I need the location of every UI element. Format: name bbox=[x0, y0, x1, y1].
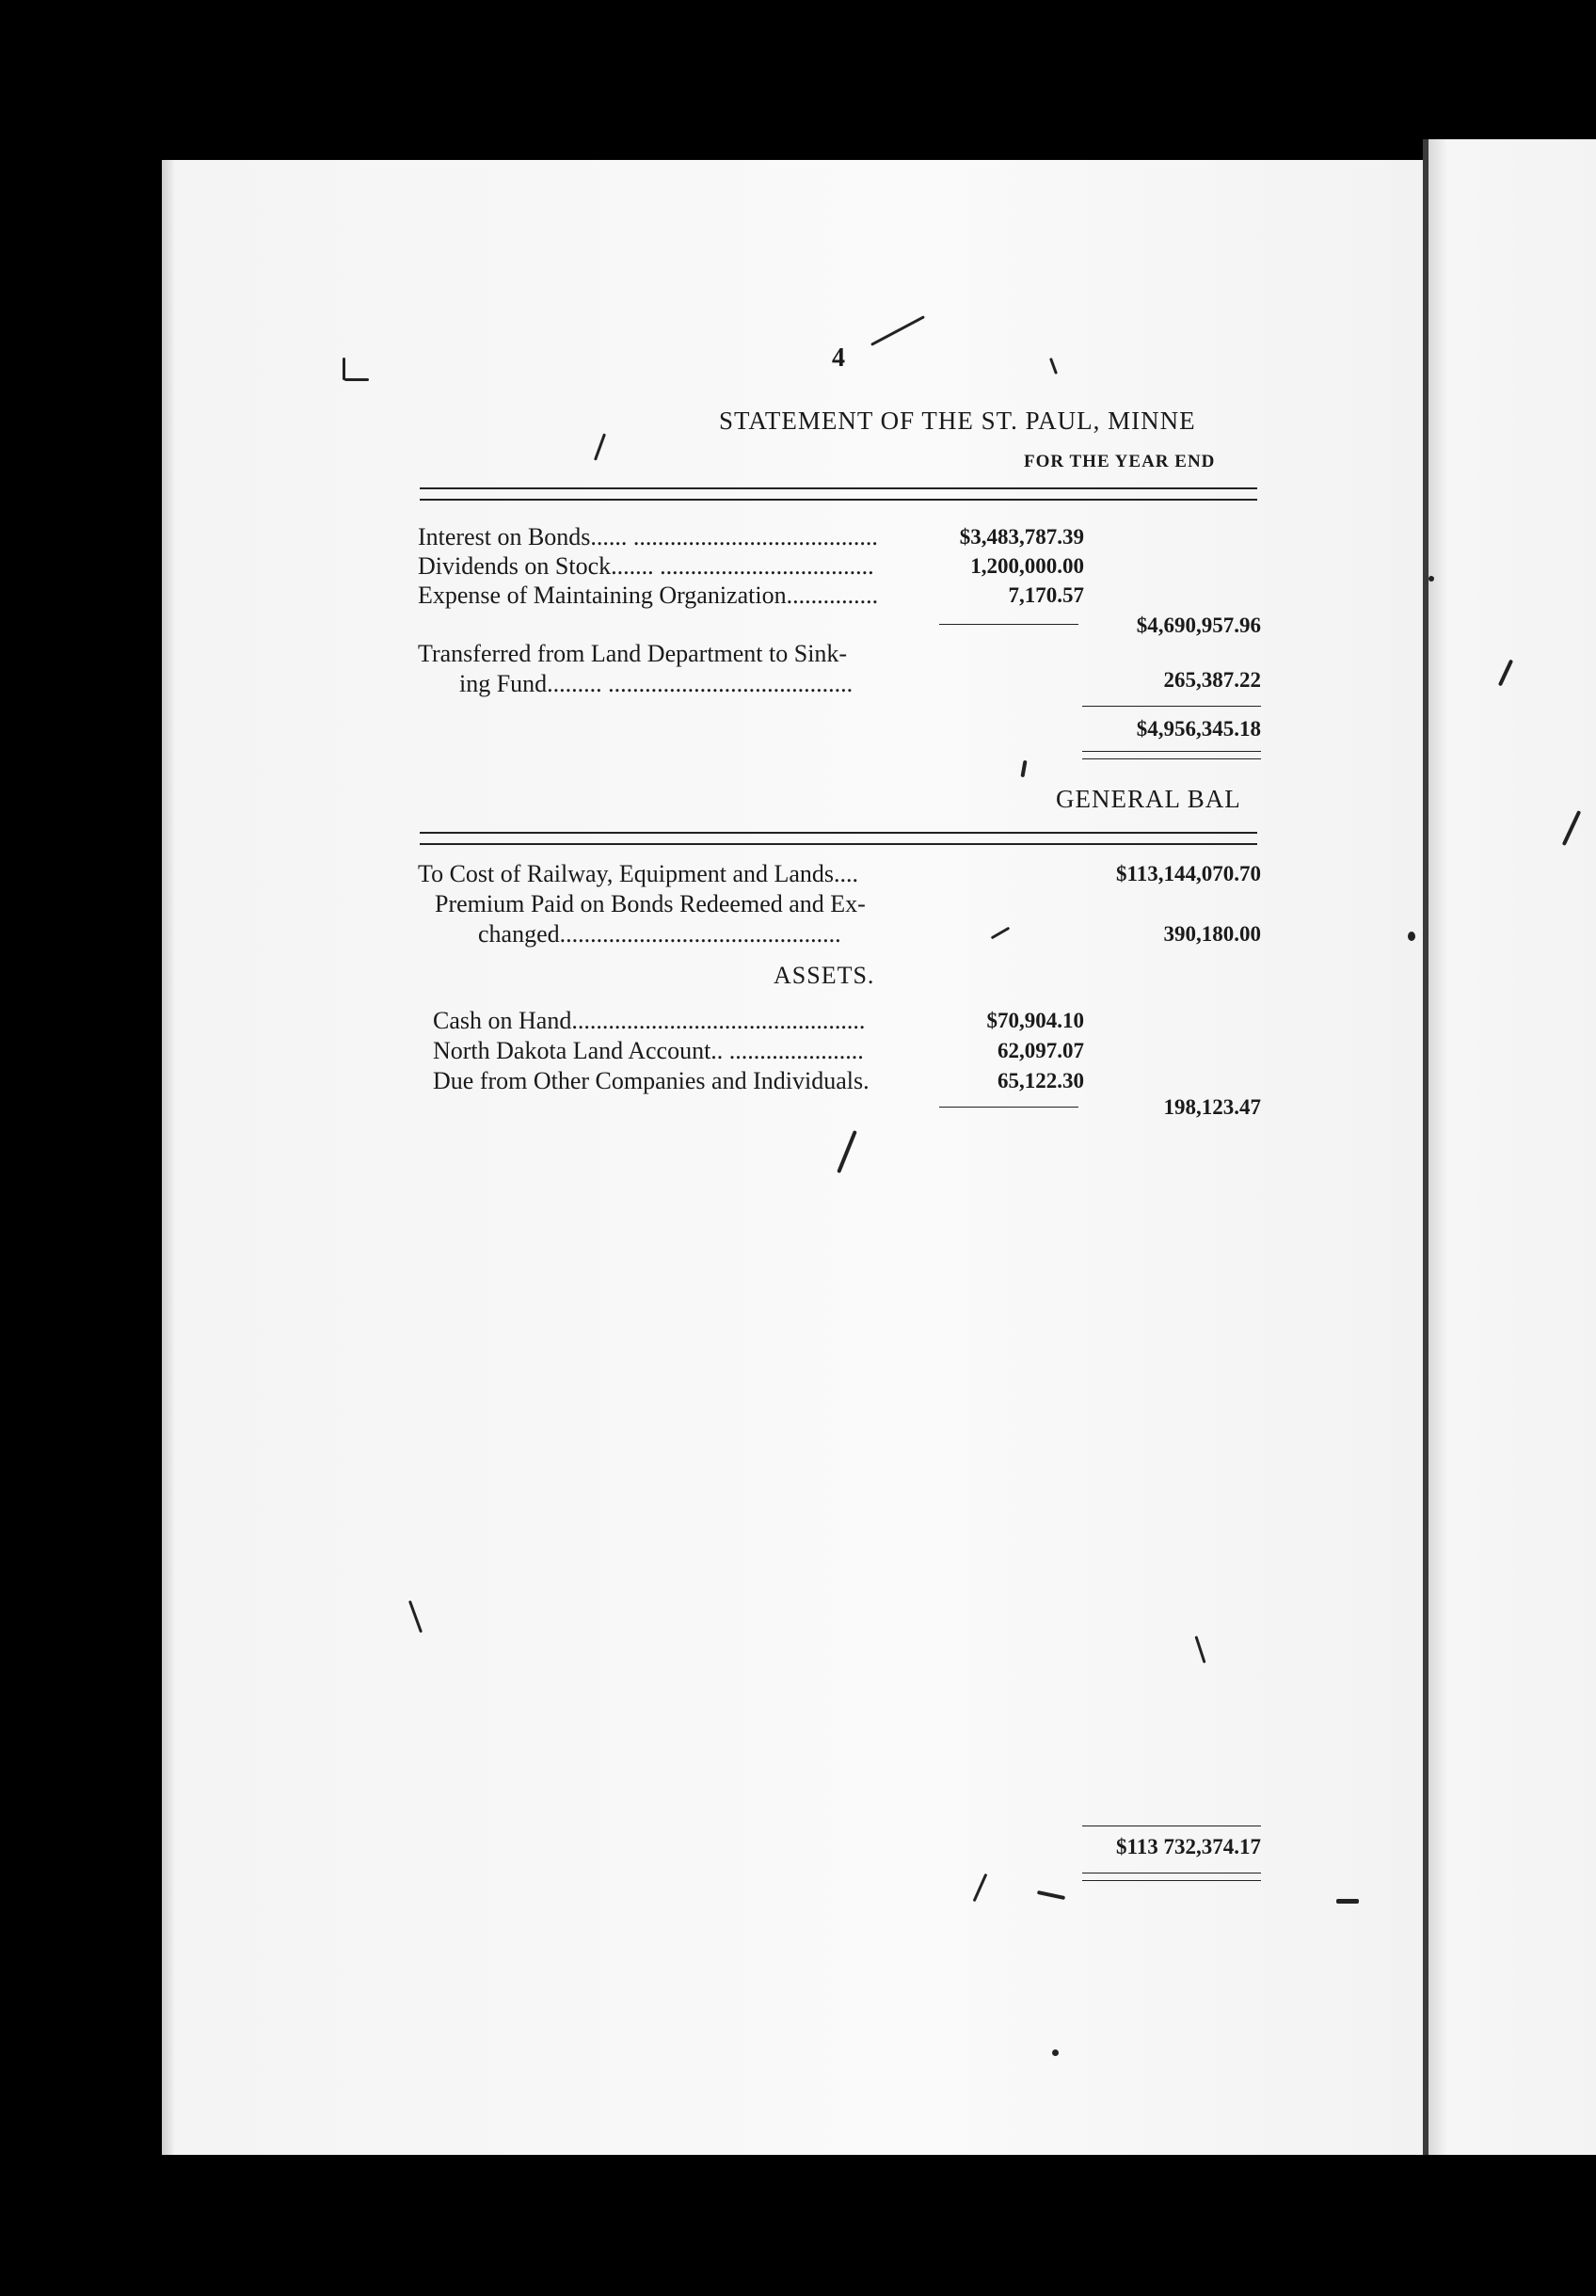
income-total: $4,956,345.18 bbox=[1136, 717, 1261, 741]
asset-label: Due from Other Companies and Individuals. bbox=[433, 1067, 870, 1094]
total-double-rule-b bbox=[1082, 758, 1261, 759]
transfer-label-continued: ing Fund......... ........................................ bbox=[459, 670, 854, 697]
asset-amount: $70,904.10 bbox=[986, 1009, 1084, 1032]
transfer-label: Transferred from Land Department to Sink- bbox=[418, 640, 848, 667]
scan-mark bbox=[1428, 576, 1434, 582]
scan-mark bbox=[1408, 932, 1415, 941]
balance-heading: GENERAL BAL bbox=[1056, 785, 1241, 813]
total-double-rule-a bbox=[1082, 751, 1261, 752]
income-row-amount: 1,200,000.00 bbox=[970, 554, 1084, 578]
transfer-amount: 265,387.22 bbox=[1163, 668, 1261, 692]
page-number: 4 bbox=[832, 343, 845, 373]
balance-rule-top bbox=[420, 832, 1257, 834]
assets-heading: ASSETS. bbox=[774, 962, 875, 989]
scan-mark bbox=[1052, 2049, 1059, 2056]
assets-sum-rule bbox=[939, 1107, 1078, 1108]
header-rule-top bbox=[420, 487, 1257, 489]
total-rule bbox=[1082, 706, 1261, 707]
scan-mark bbox=[343, 358, 345, 380]
premium-label: Premium Paid on Bonds Redeemed and Ex- bbox=[435, 890, 866, 917]
grand-total: $113 732,374.17 bbox=[1116, 1835, 1261, 1858]
adjacent-page bbox=[1428, 139, 1596, 2155]
income-row-label: Dividends on Stock....... ................................... bbox=[418, 552, 874, 580]
asset-amount: 62,097.07 bbox=[998, 1039, 1084, 1062]
header-rule-bottom bbox=[420, 499, 1257, 501]
asset-label: North Dakota Land Account.. ...................... bbox=[433, 1037, 864, 1064]
scan-mark bbox=[344, 378, 369, 381]
cost-amount: $113,144,070.70 bbox=[1116, 862, 1261, 885]
cost-label: To Cost of Railway, Equipment and Lands.... bbox=[418, 860, 859, 887]
premium-label-continued: changed.............................................. bbox=[478, 920, 841, 948]
income-row-amount: $3,483,787.39 bbox=[959, 525, 1084, 549]
income-row-label: Interest on Bonds...... ........................................ bbox=[418, 523, 878, 550]
statement-title: STATEMENT OF THE ST. PAUL, MINNE bbox=[719, 407, 1196, 435]
income-subtotal: $4,690,957.96 bbox=[1136, 614, 1261, 637]
statement-subtitle: FOR THE YEAR END bbox=[1024, 452, 1216, 471]
income-sum-rule bbox=[939, 624, 1078, 625]
balance-rule-bottom bbox=[420, 843, 1257, 845]
assets-total: 198,123.47 bbox=[1163, 1095, 1261, 1119]
income-row-label: Expense of Maintaining Organization............... bbox=[418, 582, 879, 609]
grand-total-double-rule-b bbox=[1082, 1880, 1261, 1881]
premium-amount: 390,180.00 bbox=[1163, 922, 1261, 946]
income-row-amount: 7,170.57 bbox=[1008, 583, 1084, 607]
asset-label: Cash on Hand................................................ bbox=[433, 1007, 866, 1034]
asset-amount: 65,122.30 bbox=[998, 1069, 1084, 1092]
scan-mark bbox=[1336, 1899, 1359, 1904]
